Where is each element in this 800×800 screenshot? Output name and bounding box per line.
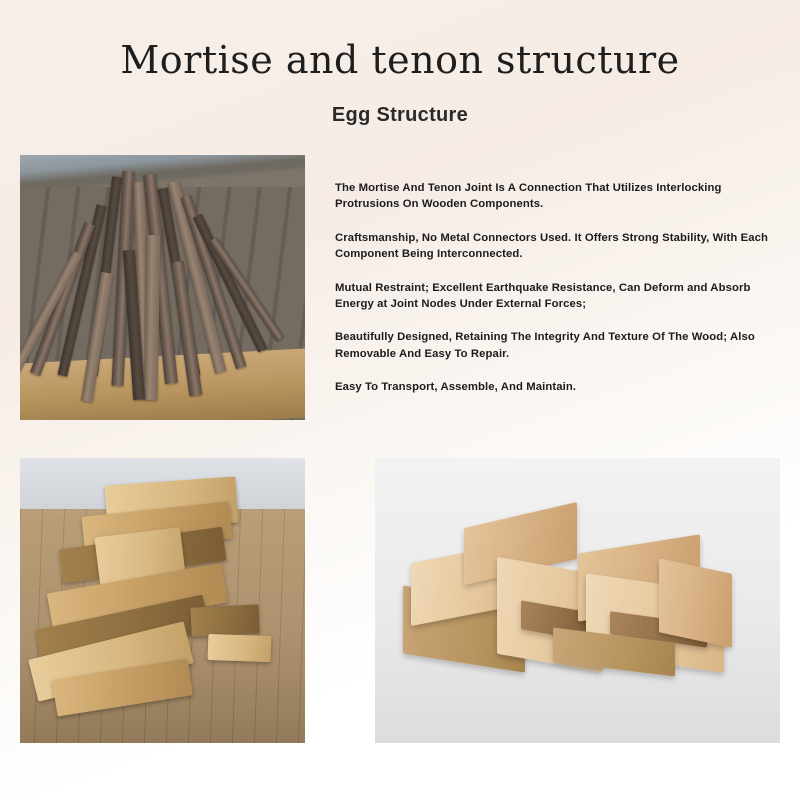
body-paragraph: Mutual Restraint; Excellent Earthquake Resistance, Can Deform and Absorb Energy at Joint Nodes Under External Forces; — [335, 281, 751, 310]
body-paragraph: The Mortise And Tenon Joint Is A Connection That Utilizes Interlocking Protrusions On Wooden Components. — [335, 182, 722, 211]
oak-joint-pieces-photo — [20, 458, 305, 743]
photo-content — [20, 458, 305, 743]
body-paragraph: Beautifully Designed, Retaining The Integrity And Texture Of The Wood; Also Removable And Easy To Repair. — [335, 331, 755, 360]
page-subtitle: Egg Structure — [331, 104, 469, 126]
page-title: Mortise and tenon structure — [120, 38, 680, 82]
body-paragraph: Craftsmanship, No Metal Connectors Used. It Offers Strong Stability, With Each Component Being Interconnected. — [335, 231, 769, 261]
body-paragraph: Easy To Transport, Assemble, And Maintain. — [335, 381, 577, 393]
photo-content — [20, 155, 305, 420]
photo-content — [375, 458, 780, 743]
beech-tenon-blocks-photo — [375, 458, 780, 743]
body-copy — [335, 180, 775, 395]
walnut-tenon-sticks-photo — [20, 155, 305, 420]
